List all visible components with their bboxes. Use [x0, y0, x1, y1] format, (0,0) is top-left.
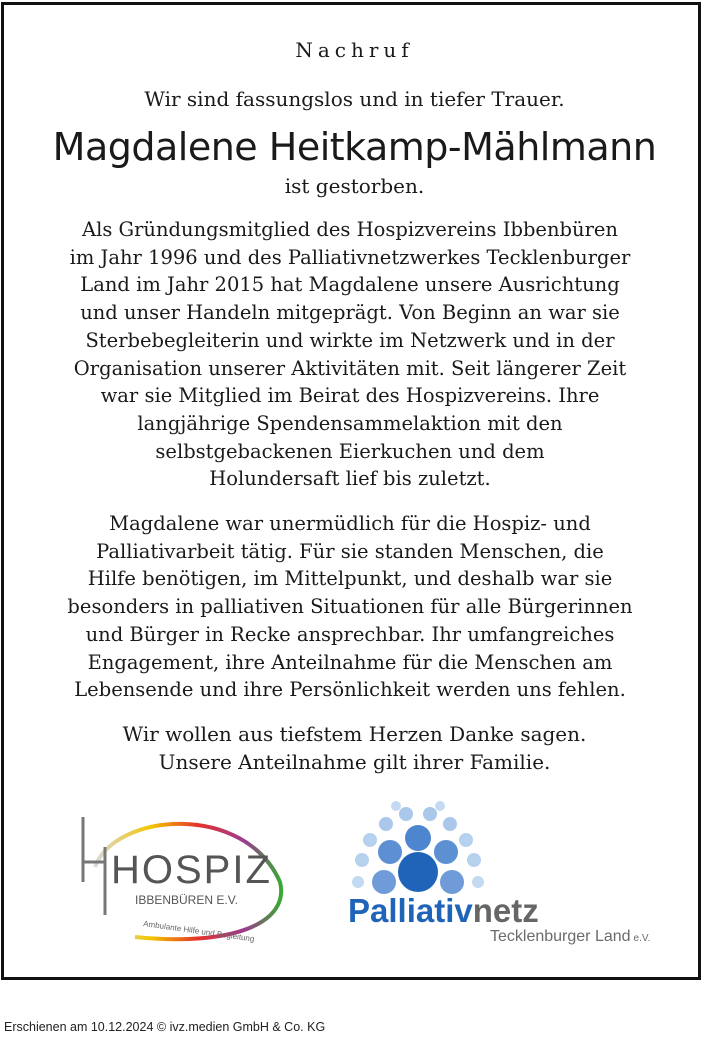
- palliativ-name: [348, 892, 539, 929]
- deceased-name: Magdalene Heitkamp-Mählmann: [52, 125, 657, 169]
- text-line: Hilfe benötigen, im Mittelpunkt, und deshalb war sie: [87, 567, 613, 591]
- obituary-heading: Nachruf: [295, 38, 414, 62]
- closing-line: Wir wollen aus tiefstem Herzen Danke sagen.: [122, 722, 587, 746]
- hospiz-name: HOSPIZ: [111, 848, 272, 892]
- text-line: selbstgebackenen Eierkuchen und dem: [155, 439, 545, 463]
- text-line: Engagement, ihre Anteilnahme für die Menschen am: [87, 650, 613, 674]
- hospiz-sub: IBBENBÜREN E.V.: [135, 893, 238, 907]
- palliativ-sub-text: Tecklenburger Land: [490, 928, 631, 945]
- text-line: langjährige Spendensammelaktion mit den: [137, 411, 563, 435]
- paragraph-2: [30, 510, 670, 704]
- text-line: Lebensende und ihre Persönlichkeit werden uns fehlen.: [74, 678, 626, 702]
- text-line: Magdalene war unermüdlich für die Hospiz- und: [109, 512, 591, 535]
- text-line: Organisation unserer Aktivitäten mit. Seit längerer Zeit: [73, 356, 627, 380]
- text-line: besonders in palliativen Situationen für alle Bürgerinnen: [67, 595, 633, 619]
- closing-line: Unsere Anteilnahme gilt ihrer Familie.: [158, 750, 551, 774]
- palliativnetz-logo: [340, 800, 680, 950]
- intro-line: Wir sind fassungslos und in tiefer Trauer.: [144, 87, 565, 111]
- died-line: ist gestorben.: [284, 174, 425, 198]
- palliativ-name-part2: netz: [472, 892, 539, 929]
- text-line: Land im Jahr 2015 hat Magdalene unsere Ausrichtung: [80, 273, 620, 297]
- palliativ-sub: [490, 928, 650, 945]
- publication-footer: Erschienen am 10.12.2024 © ivz.medien GmbH & Co. KG: [4, 1020, 326, 1034]
- dot-flower-icon: [352, 801, 484, 894]
- closing: [0, 720, 709, 776]
- hospiz-logo: [75, 812, 300, 952]
- text-line: war sie Mitglied im Beirat des Hospizvereins. Ihre: [100, 384, 600, 408]
- text-line: und unser Handeln mitgeprägt. Von Beginn an war sie: [80, 301, 620, 325]
- text-line: Holundersaft lief bis zuletzt.: [209, 467, 491, 491]
- hospiz-tagline: Ambulante Hilfe und Begleitung: [142, 919, 255, 944]
- text-line: und Bürger in Recke ansprechbar. Ihr umfangreiches: [85, 622, 615, 646]
- paragraph-1: [30, 216, 670, 493]
- palliativ-name-part1: Palliativ: [348, 892, 473, 929]
- text-line: im Jahr 1996 und des Palliativnetzwerkes Tecklenburger: [69, 245, 631, 269]
- text-line: Als Gründungsmitglied des Hospizvereins Ibbenbüren: [82, 218, 618, 241]
- text-line: Sterbebegleiterin und wirkte im Netzwerk und in der: [85, 328, 615, 352]
- palliativ-sub-suffix: e.V.: [633, 933, 651, 944]
- text-line: Palliativarbeit tätig. Für sie standen Menschen, die: [96, 539, 604, 563]
